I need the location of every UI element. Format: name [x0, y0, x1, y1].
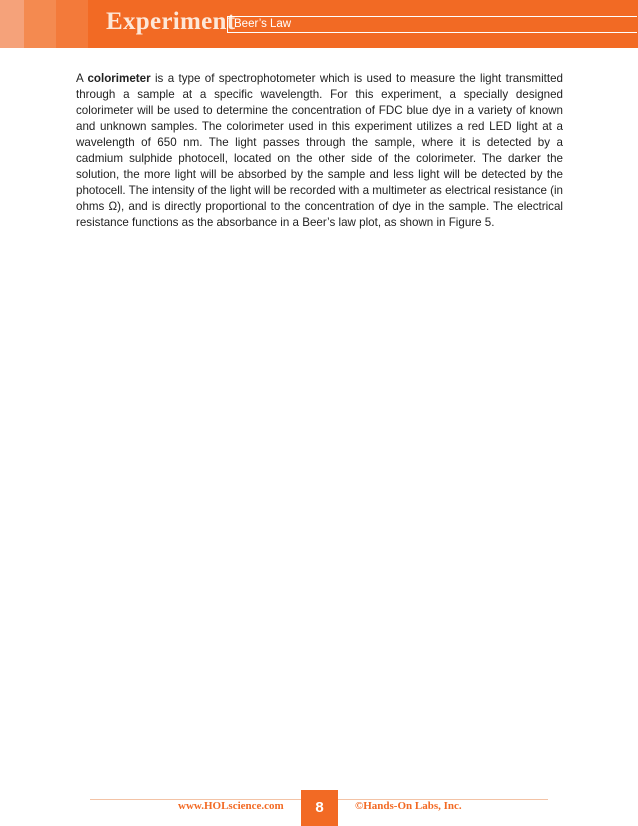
footer-copyright: ©Hands-On Labs, Inc.	[355, 800, 462, 812]
colorimeter-term: colorimeter	[87, 72, 151, 85]
experiment-title: Experiment	[106, 8, 236, 35]
header-stripe	[56, 0, 88, 48]
body-paragraph	[76, 71, 563, 231]
experiment-tag: Beer’s Law	[234, 18, 292, 30]
page-number: 8	[301, 790, 338, 826]
footer-url: www.HOLscience.com	[178, 800, 284, 812]
experiment-tag-box	[227, 16, 637, 33]
header-stripe	[24, 0, 56, 48]
paragraph-text: is a type of spectrophotometer which is used to measure the light transmitted through a sample at a specific wavelength. For this experiment, a specially designed colorimeter will be used to determine the concentration of FDC blue dye in a variety of known and unknown samples. The colorimeter used in this experiment utilizes a red LED light at a wavelength of 650 nm. The light passes through the sample, where it is detected by a cadmium sulphide photocell, located on the other side of the colorimeter. The darker the solution, the more light will be absorbed by the sample and less light will be detected by the photocell. The intensity of the light will be recorded with a multimeter as electrical resistance (in ohms Ω), and is directly proportional to the concentration of dye in the sample. The electrical resistance functions as the absorbance in a Beer’s law plot, as shown in Figure 5.	[76, 72, 563, 229]
header-stripe	[0, 0, 24, 48]
page-header	[0, 0, 638, 48]
intro-text: A	[76, 72, 88, 85]
